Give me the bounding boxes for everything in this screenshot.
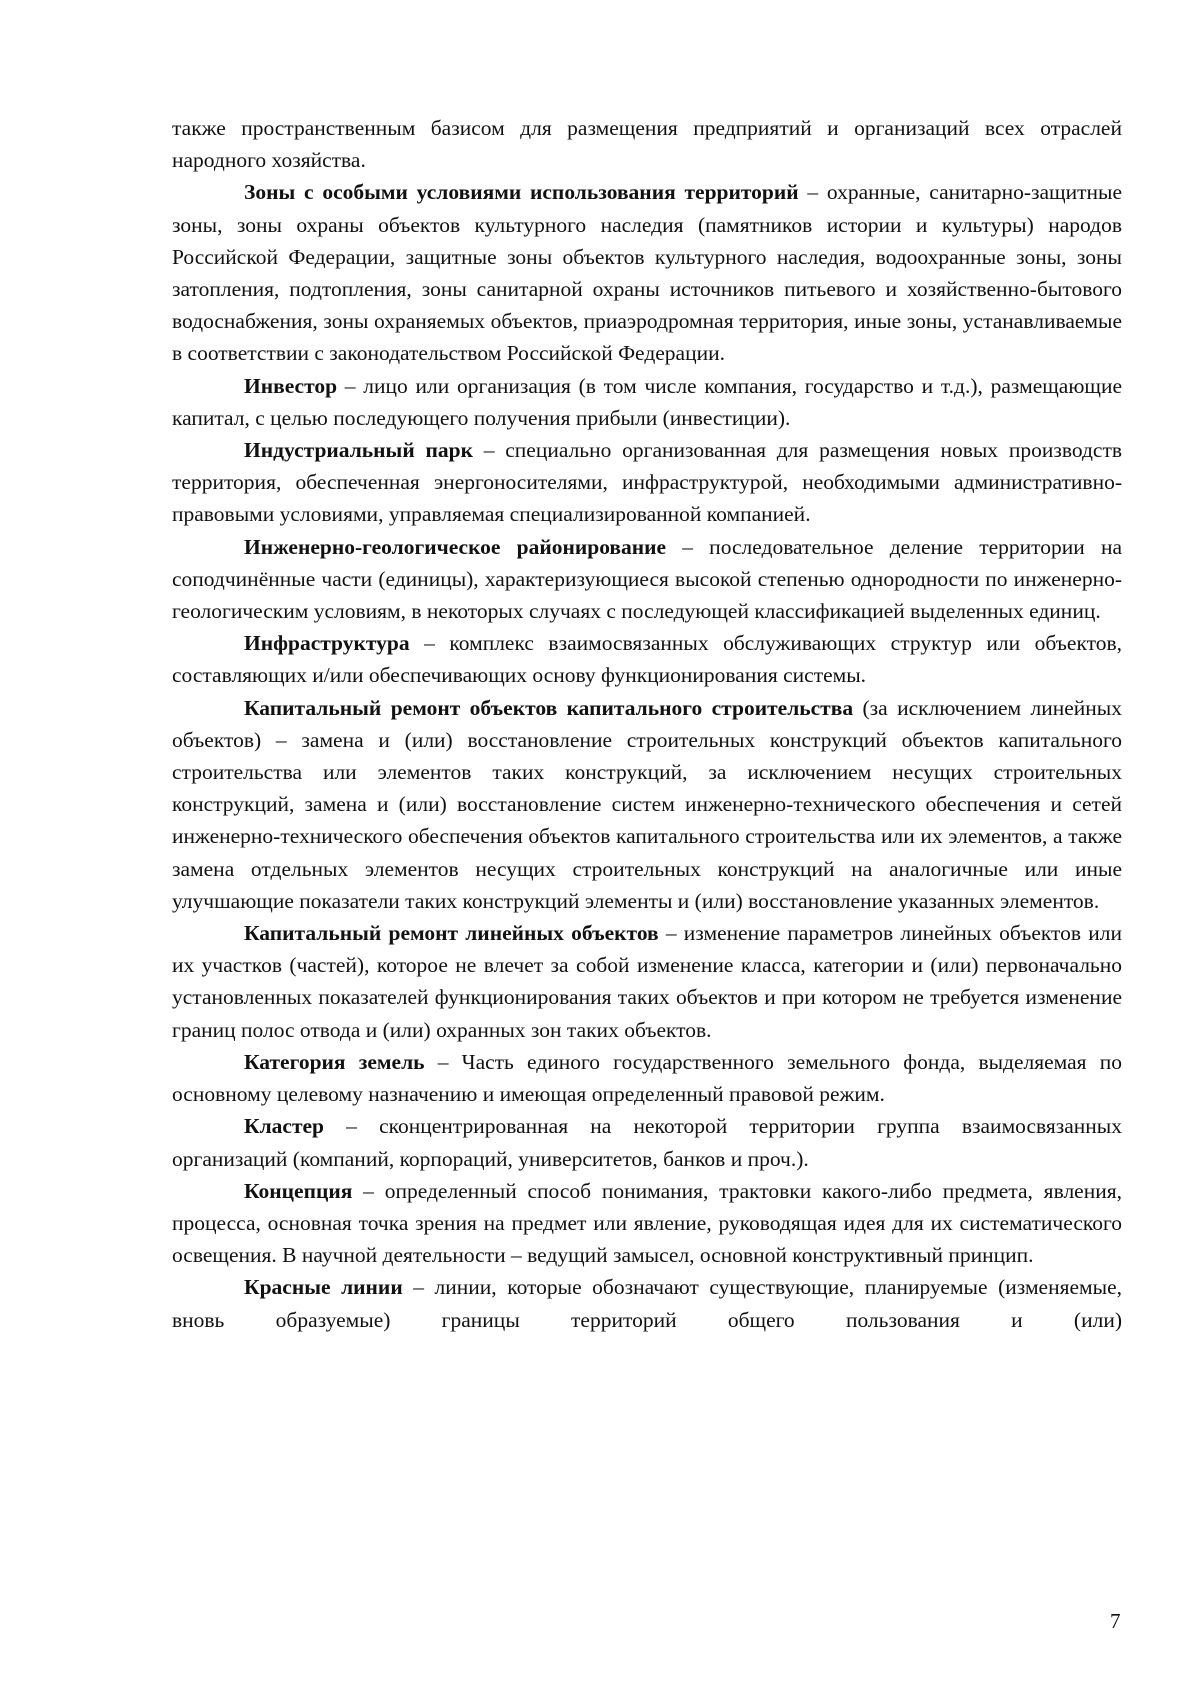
glossary-entry-cluster — [172, 1110, 1122, 1174]
glossary-entry-infrastructure — [172, 627, 1122, 691]
glossary-entry-capital-repair-objects — [172, 692, 1122, 917]
glossary-definition: (за исключением линейных объектов) – замена и (или) восстановление строительных конструкций объектов капитального строительства или элементов таких конструкций, за исключением несущих строительных конструкций, замена и (или) восстановление систем инженерно-технического обеспечения и сетей инженерно-технического обеспечения объектов капитального строительства или их элементов, а также замена отдельных элементов несущих строительных конструкций на аналогичные или иные улучшающие показатели таких конструкций элементы и (или) восстановление указанных элементов. — [172, 695, 1122, 913]
glossary-entry-zoning — [172, 531, 1122, 628]
glossary-term: Кластер — [244, 1114, 325, 1139]
glossary-term: Капитальный ремонт объектов капитального строительства — [244, 695, 854, 720]
glossary-definition: – последовательное деление территории на соподчинённые части (единицы), характеризующиеся высокой степенью однородности по инженерно-геологическим условиям, в некоторых случаях с последующей классификацией выделенных единиц. — [172, 534, 1122, 624]
glossary-definition: – определенный способ понимания, трактовки какого-либо предмета, явления, процесса, основная точка зрения на предмет или явление, руководящая идея для их систематического освещения. В научной деятельности – ведущий замысел, основной конструктивный принцип. — [172, 1178, 1122, 1268]
glossary-term: Инфраструктура — [244, 631, 410, 656]
glossary-definition: – охранные, санитарно-защитные зоны, зоны охраны объектов культурного наследия (памятников истории и культуры) народов Российской Федерации, защитные зоны объектов культурного наследия, водоохранные зоны, зоны затопления, подтопления, зоны санитарной охраны источников питьевого и хозяйственно-бытового водоснабжения, зоны охраняемых объектов, приаэродромная территория, иные зоны, устанавливаемые в соответствии с законодательством Российской Федерации. — [172, 180, 1122, 366]
glossary-definition: – изменение параметров линейных объектов или их участков (частей), которое не влечет за собой изменение класса, категории и (или) первоначально установленных показателей функционирования таких объектов и при котором не требуется изменение границ полос отвода и (или) охранных зон таких объектов. — [172, 921, 1122, 1042]
glossary-definition: – комплекс взаимосвязанных обслуживающих структур или объектов, составляющих и/или обеспечивающих основу функционирования системы. — [172, 631, 1122, 688]
glossary-definition: – сконцентрированная на некоторой территории группа взаимосвязанных организаций (компаний, корпораций, университетов, банков и проч.). — [172, 1114, 1122, 1171]
glossary-term: Категория земель — [244, 1049, 425, 1074]
glossary-definition: – Часть единого государственного земельного фонда, выделяемая по основному целевому назначению и имеющая определенный правовой режим. — [172, 1049, 1122, 1107]
glossary-entry-land-category — [172, 1046, 1122, 1110]
glossary-term: Красные линии — [244, 1275, 403, 1300]
continuation-paragraph: также пространственным базисом для размещения предприятий и организаций всех отраслей народного хозяйства. — [172, 116, 1122, 173]
page-number: 7 — [1110, 1609, 1121, 1633]
glossary-entry-industrial-park — [172, 434, 1122, 531]
glossary-term: Капитальный ремонт линейных объектов — [244, 921, 659, 946]
glossary-definition: – линии, которые обозначают существующие, планируемые (изменяемые, вновь образуемые) границы территорий общего пользования и (или) — [172, 1275, 1122, 1332]
glossary-term: Зоны с особыми условиями использования территорий — [244, 180, 799, 205]
glossary-entry-red-lines — [172, 1271, 1122, 1335]
glossary-entry-concept — [172, 1175, 1122, 1272]
document-page — [172, 112, 1122, 1336]
glossary-term: Инвестор — [244, 373, 338, 398]
glossary-definition: – лицо или организация (в том числе компания, государство и т.д.), размещающие капитал, с целью последующего получения прибыли (инвестиции). — [172, 373, 1122, 430]
glossary-definition: – специально организованная для размещения новых производств территория, обеспеченная энергоносителями, инфраструктурой, необходимыми административно-правовыми условиями, управляемая специализированной компанией. — [172, 438, 1122, 527]
glossary-entry-zones — [172, 176, 1122, 369]
glossary-term: Концепция — [244, 1178, 353, 1203]
glossary-entry-investor — [172, 370, 1122, 434]
glossary-term: Индустриальный парк — [244, 438, 473, 463]
glossary-entry-capital-repair-linear — [172, 917, 1122, 1046]
glossary-term: Инженерно-геологическое районирование — [244, 534, 667, 559]
